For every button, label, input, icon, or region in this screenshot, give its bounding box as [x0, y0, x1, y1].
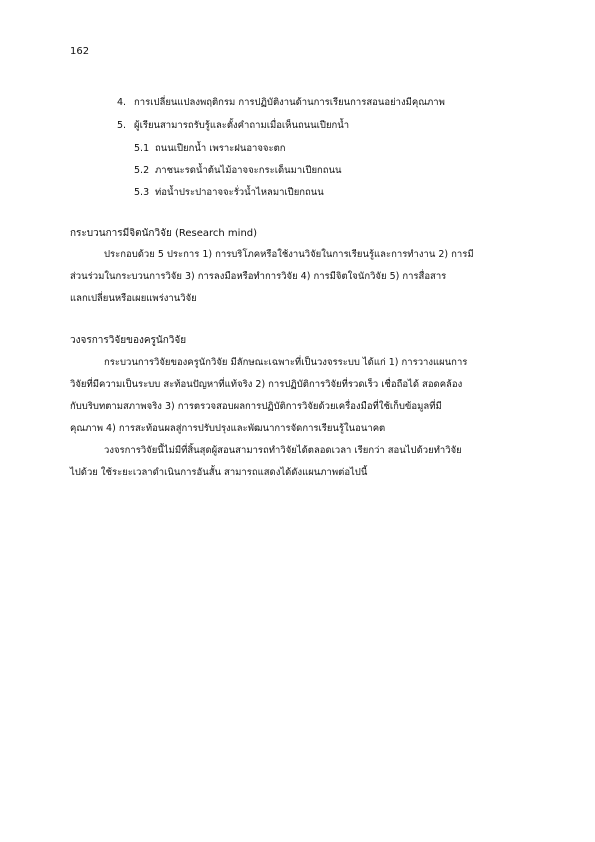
section-heading-research-cycle: วงจรการวิจัยของครูนักวิจัย	[70, 335, 187, 346]
paragraph-line: แลกเปลี่ยนหรือเผยแพร่งานวิจัย	[70, 293, 197, 304]
paragraph-line: วิจัยที่มีความเป็นระบบ สะท้อนปัญหาที่แท้จริง 2) การปฏิบัติการวิจัยที่รวดเร็ว เชื่อถือได้ สอดคล้อง	[70, 379, 463, 390]
sublist-text: ท่อน้ำประปาอาจจะรั่วน้ำไหลมาเปียกถนน	[155, 187, 324, 198]
list-number: 4.	[117, 97, 127, 108]
section-heading-research-mind: กระบวนการมีจิตนักวิจัย (Research mind)	[70, 228, 258, 239]
sublist-number: 5.1	[134, 143, 150, 154]
paragraph-line: ประกอบด้วย 5 ประการ 1) การบริโภคหรือใช้งานวิจัยในการเรียนรู้และการทำงาน 2) การมี	[104, 249, 474, 260]
paragraph-line: กับบริบทตามสภาพจริง 3) การตรวจสอบผลการปฏิบัติการวิจัยด้วยเครื่องมือที่ใช้เก็บข้อมูลที่มี	[70, 401, 442, 412]
list-text: การเปลี่ยนแปลงพฤติกรม การปฏิบัติงานด้านการเรียนการสอนอย่างมีคุณภาพ	[134, 97, 445, 108]
sublist-text: ภาชนะรดน้ำต้นไม้อาจจะกระเด็นมาเปียกถนน	[155, 165, 342, 176]
sublist-item	[134, 163, 342, 178]
list-item	[117, 118, 349, 133]
list-item	[117, 95, 445, 110]
paragraph-line: วงจรการวิจัยนี้ไม่มีที่สิ้นสุดผู้สอนสามารถทำวิจัยได้ตลอดเวลา เรียกว่า สอนไปด้วยทำวิจัย	[104, 445, 462, 456]
list-number: 5.	[117, 120, 127, 131]
paragraph-line: ส่วนร่วมในกระบวนการวิจัย 3) การลงมือหรือทำการวิจัย 4) การมีจิตใจนักวิจัย 5) การสื่อสาร	[70, 271, 447, 282]
sublist-number: 5.2	[134, 165, 150, 176]
sublist-item	[134, 185, 324, 200]
paragraph-line: คุณภาพ 4) การสะท้อนผลสู่การปรับปรุงและพัฒนาการจัดการเรียนรู้ในอนาคต	[70, 423, 386, 434]
sublist-number: 5.3	[134, 187, 150, 198]
paragraph-line: ไปด้วย ใช้ระยะเวลาดำเนินการอันสั้น สามารถแสดงได้ดังแผนภาพต่อไปนี้	[70, 467, 368, 478]
list-text: ผู้เรียนสามารถรับรู้และตั้งคำถามเมื่อเห็นถนนเปียกน้ำ	[134, 120, 350, 131]
sublist-text: ถนนเปียกน้ำ เพราะฝนอาจจะตก	[155, 143, 286, 154]
sublist-item	[134, 141, 286, 156]
paragraph-line: กระบวนการวิจัยของครูนักวิจัย มีลักษณะเฉพาะที่เป็นวงจรระบบ ได้แก่ 1) การวางแผนการ	[104, 357, 468, 368]
page-number: 162	[70, 46, 90, 57]
